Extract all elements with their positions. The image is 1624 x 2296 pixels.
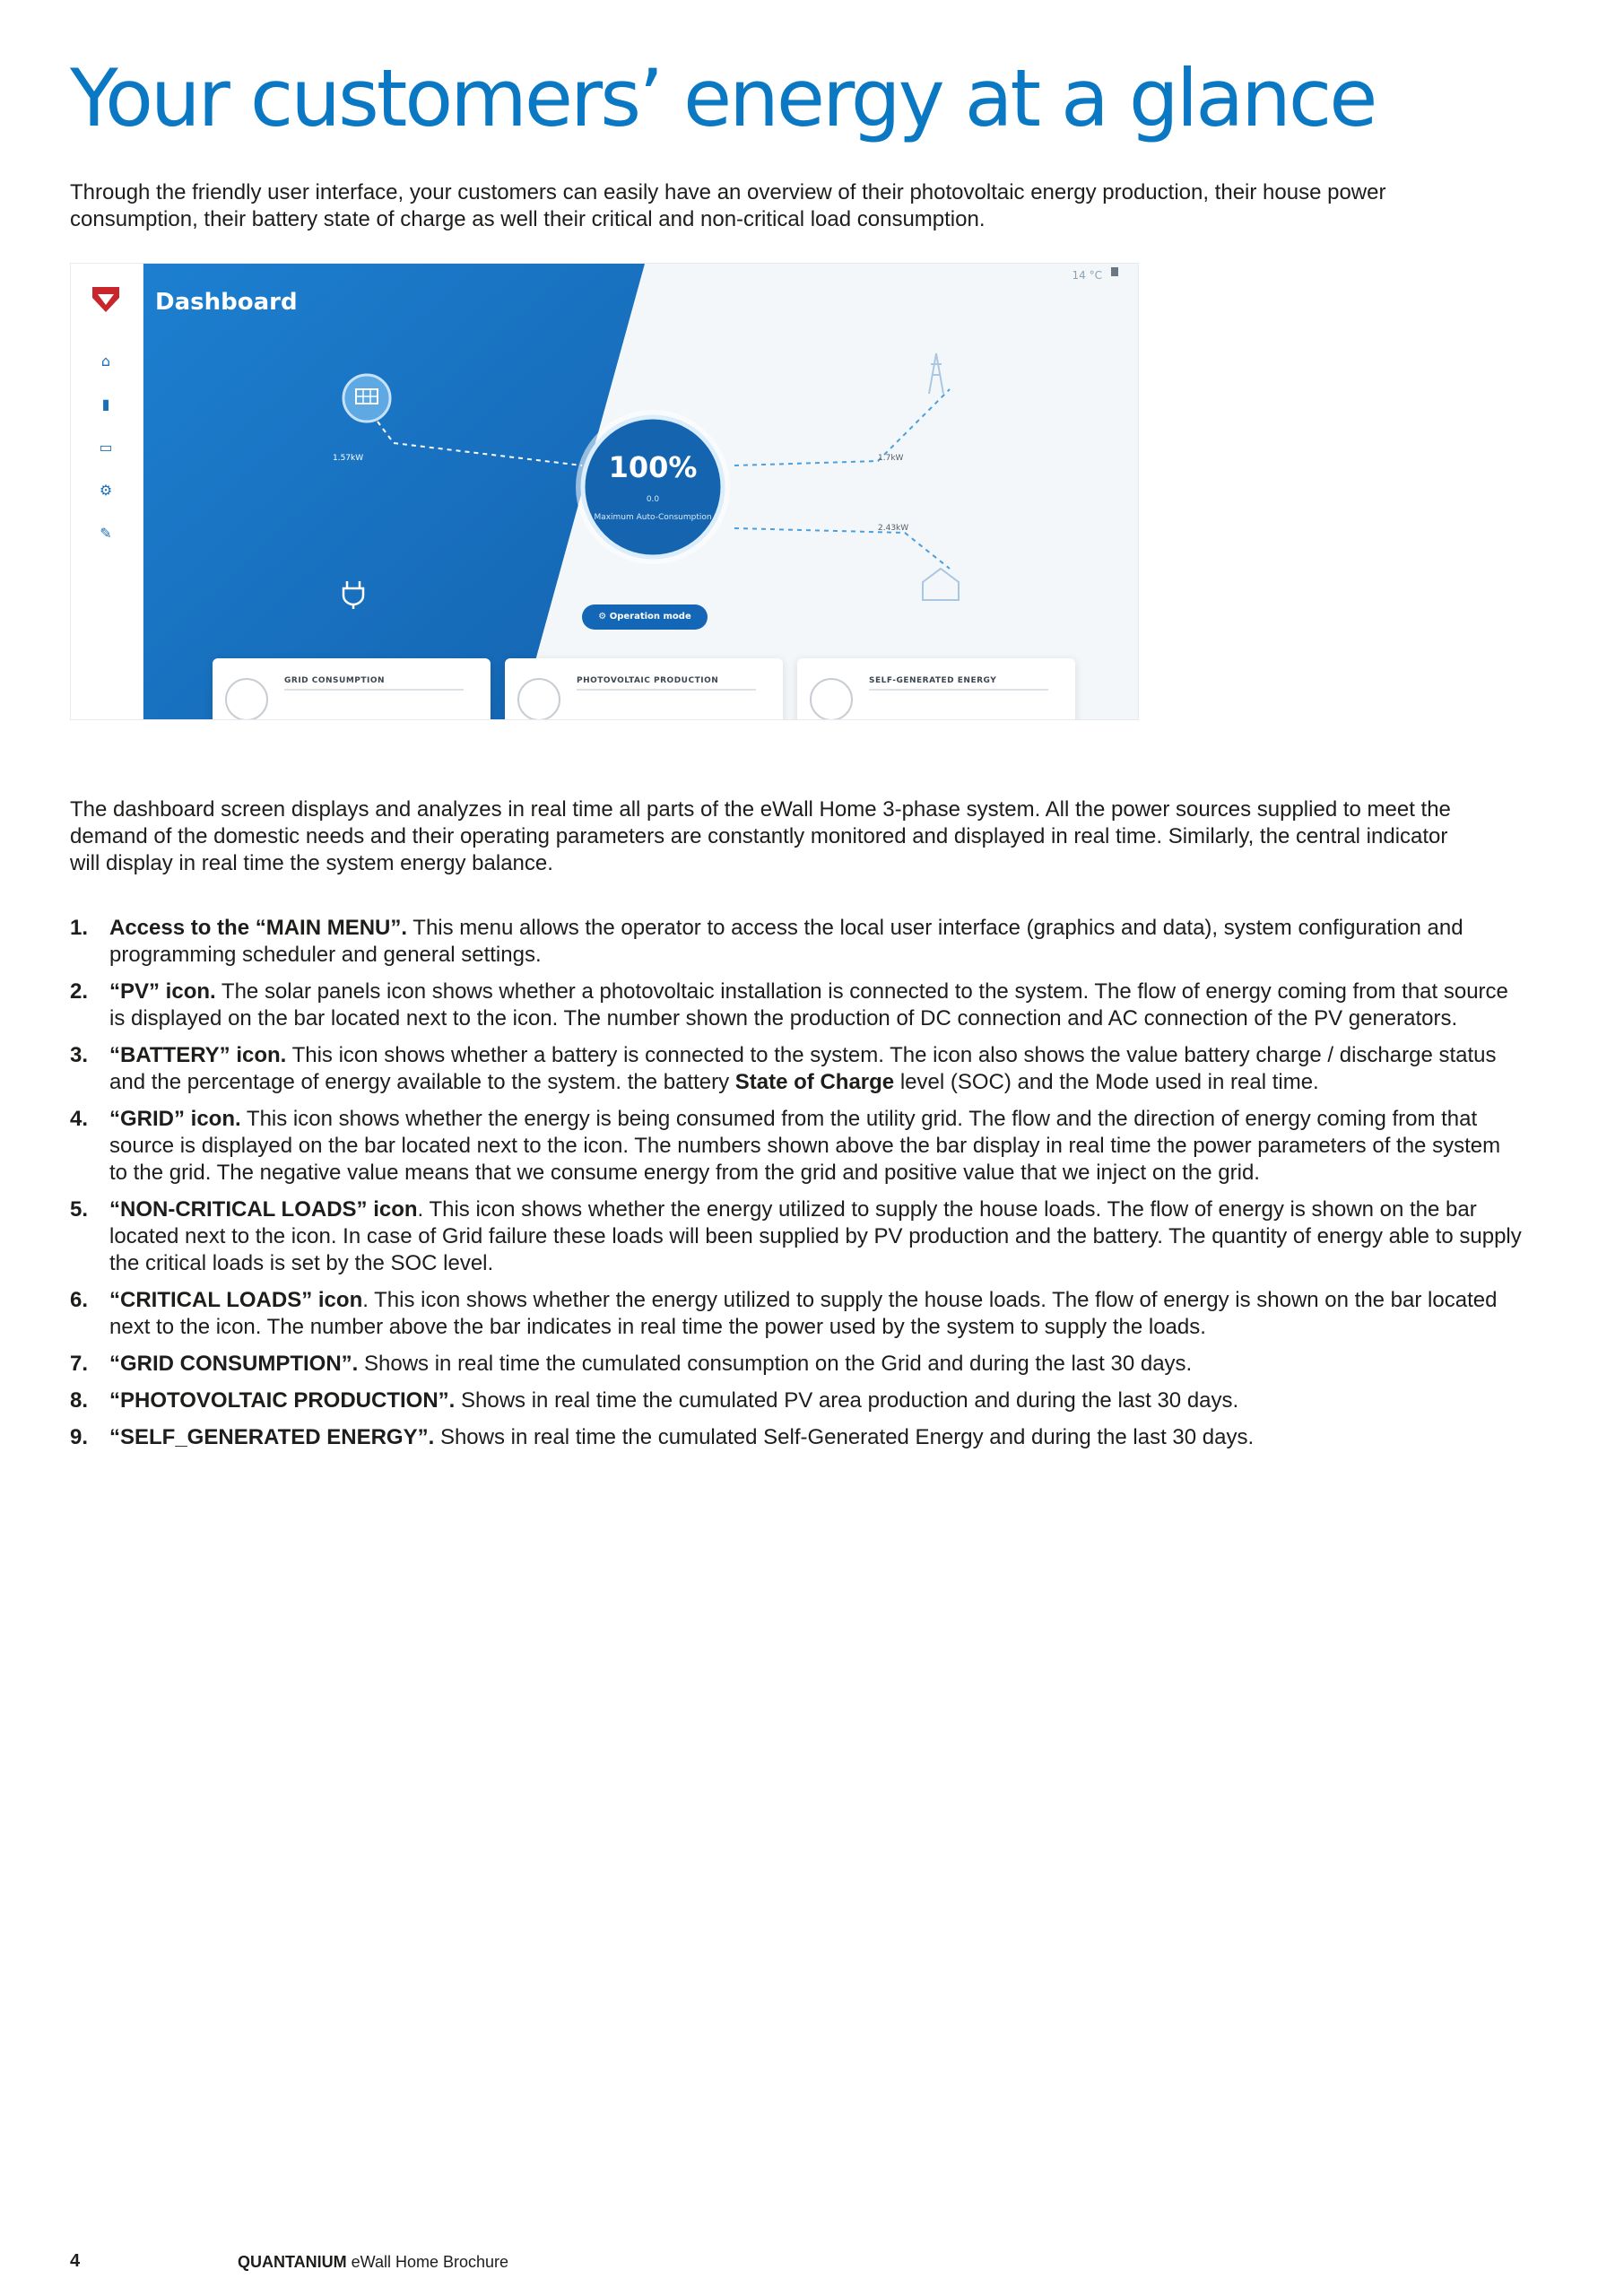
solar-panel-icon (517, 678, 560, 720)
list-item (70, 1424, 1523, 1451)
brand-logo (89, 282, 123, 316)
document-name: eWall Home Brochure (346, 2253, 509, 2271)
card-divider (577, 689, 756, 694)
plug-icon (340, 579, 367, 610)
item-text: . This icon shows whether the energy utilized to supply the house loads. The flow of energy is shown on the bar located next to the icon. The number above the bar indicates in real time the power used by the system to supply the loads. (109, 1288, 1498, 1339)
item-heading: “BATTERY” icon. (109, 1043, 287, 1067)
card-title: GRID CONSUMPTION (284, 676, 386, 685)
item-number: 6. (70, 1288, 89, 1312)
list-item (70, 1106, 1523, 1187)
grid-consumption-card[interactable] (213, 658, 491, 720)
item-text: Shows in real time the cumulated consumption on the Grid and during the last 30 days. (358, 1352, 1193, 1376)
sidebar-rail (71, 264, 143, 719)
item-text: Shows in real time the cumulated Self-Generated Energy and during the last 30 days. (434, 1425, 1255, 1449)
item-number: 8. (70, 1388, 89, 1413)
battery-value: 0.0 (646, 495, 660, 504)
dashboard-screenshot (70, 263, 1139, 720)
item-text: level (SOC) and the Mode used in real time. (894, 1070, 1319, 1094)
calendar-icon[interactable]: ▭ (99, 439, 113, 456)
list-item (70, 1287, 1523, 1341)
list-item (70, 1196, 1523, 1277)
gauge-ring (573, 407, 733, 567)
item-text: . This icon shows whether the energy utilized to supply the house loads. The flow of energy is shown on the bar located next to the icon. In case of Grid failure these loads will been supplied by PV production and the battery. The quantity of energy able to supply the critical loads is set by the SOC level. (109, 1197, 1522, 1275)
item-number: 3. (70, 1043, 89, 1067)
item-heading: “PHOTOVOLTAIC PRODUCTION”. (109, 1388, 456, 1413)
item-heading: “GRID” icon. (109, 1107, 241, 1131)
operation-mode-button[interactable] (582, 604, 708, 630)
list-item (70, 1042, 1523, 1096)
item-heading: Access to the “MAIN MENU”. (109, 916, 408, 940)
self-generated-energy-card[interactable] (797, 658, 1075, 720)
page-title: Your customers’ energy at a glance (70, 52, 1376, 144)
item-number: 1. (70, 916, 89, 940)
item-text: This menu allows the operator to access the local user interface (graphics and data), system configuration and programming scheduler and general settings. (109, 916, 1463, 967)
gear-icon[interactable]: ⚙ (99, 482, 113, 499)
card-divider (284, 689, 464, 694)
page-number: 4 (70, 2251, 81, 2271)
item-heading: “SELF_GENERATED ENERGY”. (109, 1425, 435, 1449)
chart-icon[interactable]: ▮ (101, 396, 110, 413)
item-heading: “GRID CONSUMPTION”. (109, 1352, 359, 1376)
footer-brand (238, 2253, 508, 2272)
brand-name: QUANTANIUM (238, 2253, 347, 2271)
item-number: 4. (70, 1107, 89, 1131)
item-text: This icon shows whether the energy is being consumed from the utility grid. The flow and the direction of energy coming from that source is displayed on the bar located next to the icon. The numbers shown above the bar display in real time the power parameters of the system to the grid. The negative value means that we consume energy from the grid and positive value that we inject on the grid. (109, 1107, 1501, 1185)
item-heading: “PV” icon. (109, 979, 216, 1004)
energy-balance-gauge[interactable] (573, 407, 733, 567)
card-title: SELF-GENERATED ENERGY (869, 676, 997, 685)
item-text: This icon shows whether a battery is connected to the system. The icon also shows the value battery charge / discharge status and the percentage of energy available to the system. the battery (109, 1043, 1497, 1094)
feature-list (70, 915, 1523, 1461)
item-emphasis: State of Charge (734, 1070, 895, 1094)
card-title: PHOTOVOLTAIC PRODUCTION (577, 676, 719, 685)
card-divider (869, 689, 1048, 694)
item-number: 9. (70, 1425, 89, 1449)
item-heading: “CRITICAL LOADS” icon (109, 1288, 363, 1312)
list-item (70, 915, 1523, 969)
dashboard-title: Dashboard (155, 289, 298, 316)
grid-flow-value: 1.7kW (878, 454, 904, 463)
item-number: 5. (70, 1197, 89, 1222)
dashboard-description: The dashboard screen displays and analyzes in real time all parts of the eWall Home 3-phase system. All the power sources supplied to meet the demand of the domestic needs and their operating parameters are constantly monitored and displayed in real time. Similarly, the central indicator will display in real time the system energy balance. (70, 797, 1451, 875)
home-icon[interactable]: ⌂ (100, 352, 111, 370)
photovoltaic-production-card[interactable] (505, 658, 783, 720)
self-generated-icon (810, 678, 853, 720)
pv-flow-value: 1.57kW (333, 454, 364, 463)
item-heading: “NON-CRITICAL LOADS” icon (109, 1197, 418, 1222)
item-number: 2. (70, 979, 89, 1004)
list-item (70, 1387, 1523, 1414)
item-number: 7. (70, 1352, 89, 1376)
gear-icon: ⚙ (598, 612, 610, 622)
grid-icon (225, 678, 268, 720)
wrench-icon[interactable]: ✎ (100, 525, 112, 542)
list-item (70, 978, 1523, 1032)
item-text: Shows in real time the cumulated PV area production and during the last 30 days. (455, 1388, 1239, 1413)
load-flow-value: 2.43kW (878, 524, 909, 533)
operation-mode-label: Operation mode (609, 612, 691, 622)
list-item (70, 1351, 1523, 1378)
weather-status: 14 °C (1072, 269, 1102, 282)
intro-paragraph: Through the friendly user interface, your customers can easily have an overview of their photovoltaic energy production, their house power consumption, their battery state of charge as well their critical and non-critical load consumption. (70, 180, 1386, 231)
gauge-mode: Maximum Auto-Consumption (594, 513, 712, 522)
gauge-value: 100% (608, 450, 698, 484)
item-text: The solar panels icon shows whether a photovoltaic installation is connected to the system. The flow of energy coming from that source is displayed on the bar located next to the icon. The number shown the production of DC connection and AC connection of the PV generators. (109, 979, 1508, 1031)
